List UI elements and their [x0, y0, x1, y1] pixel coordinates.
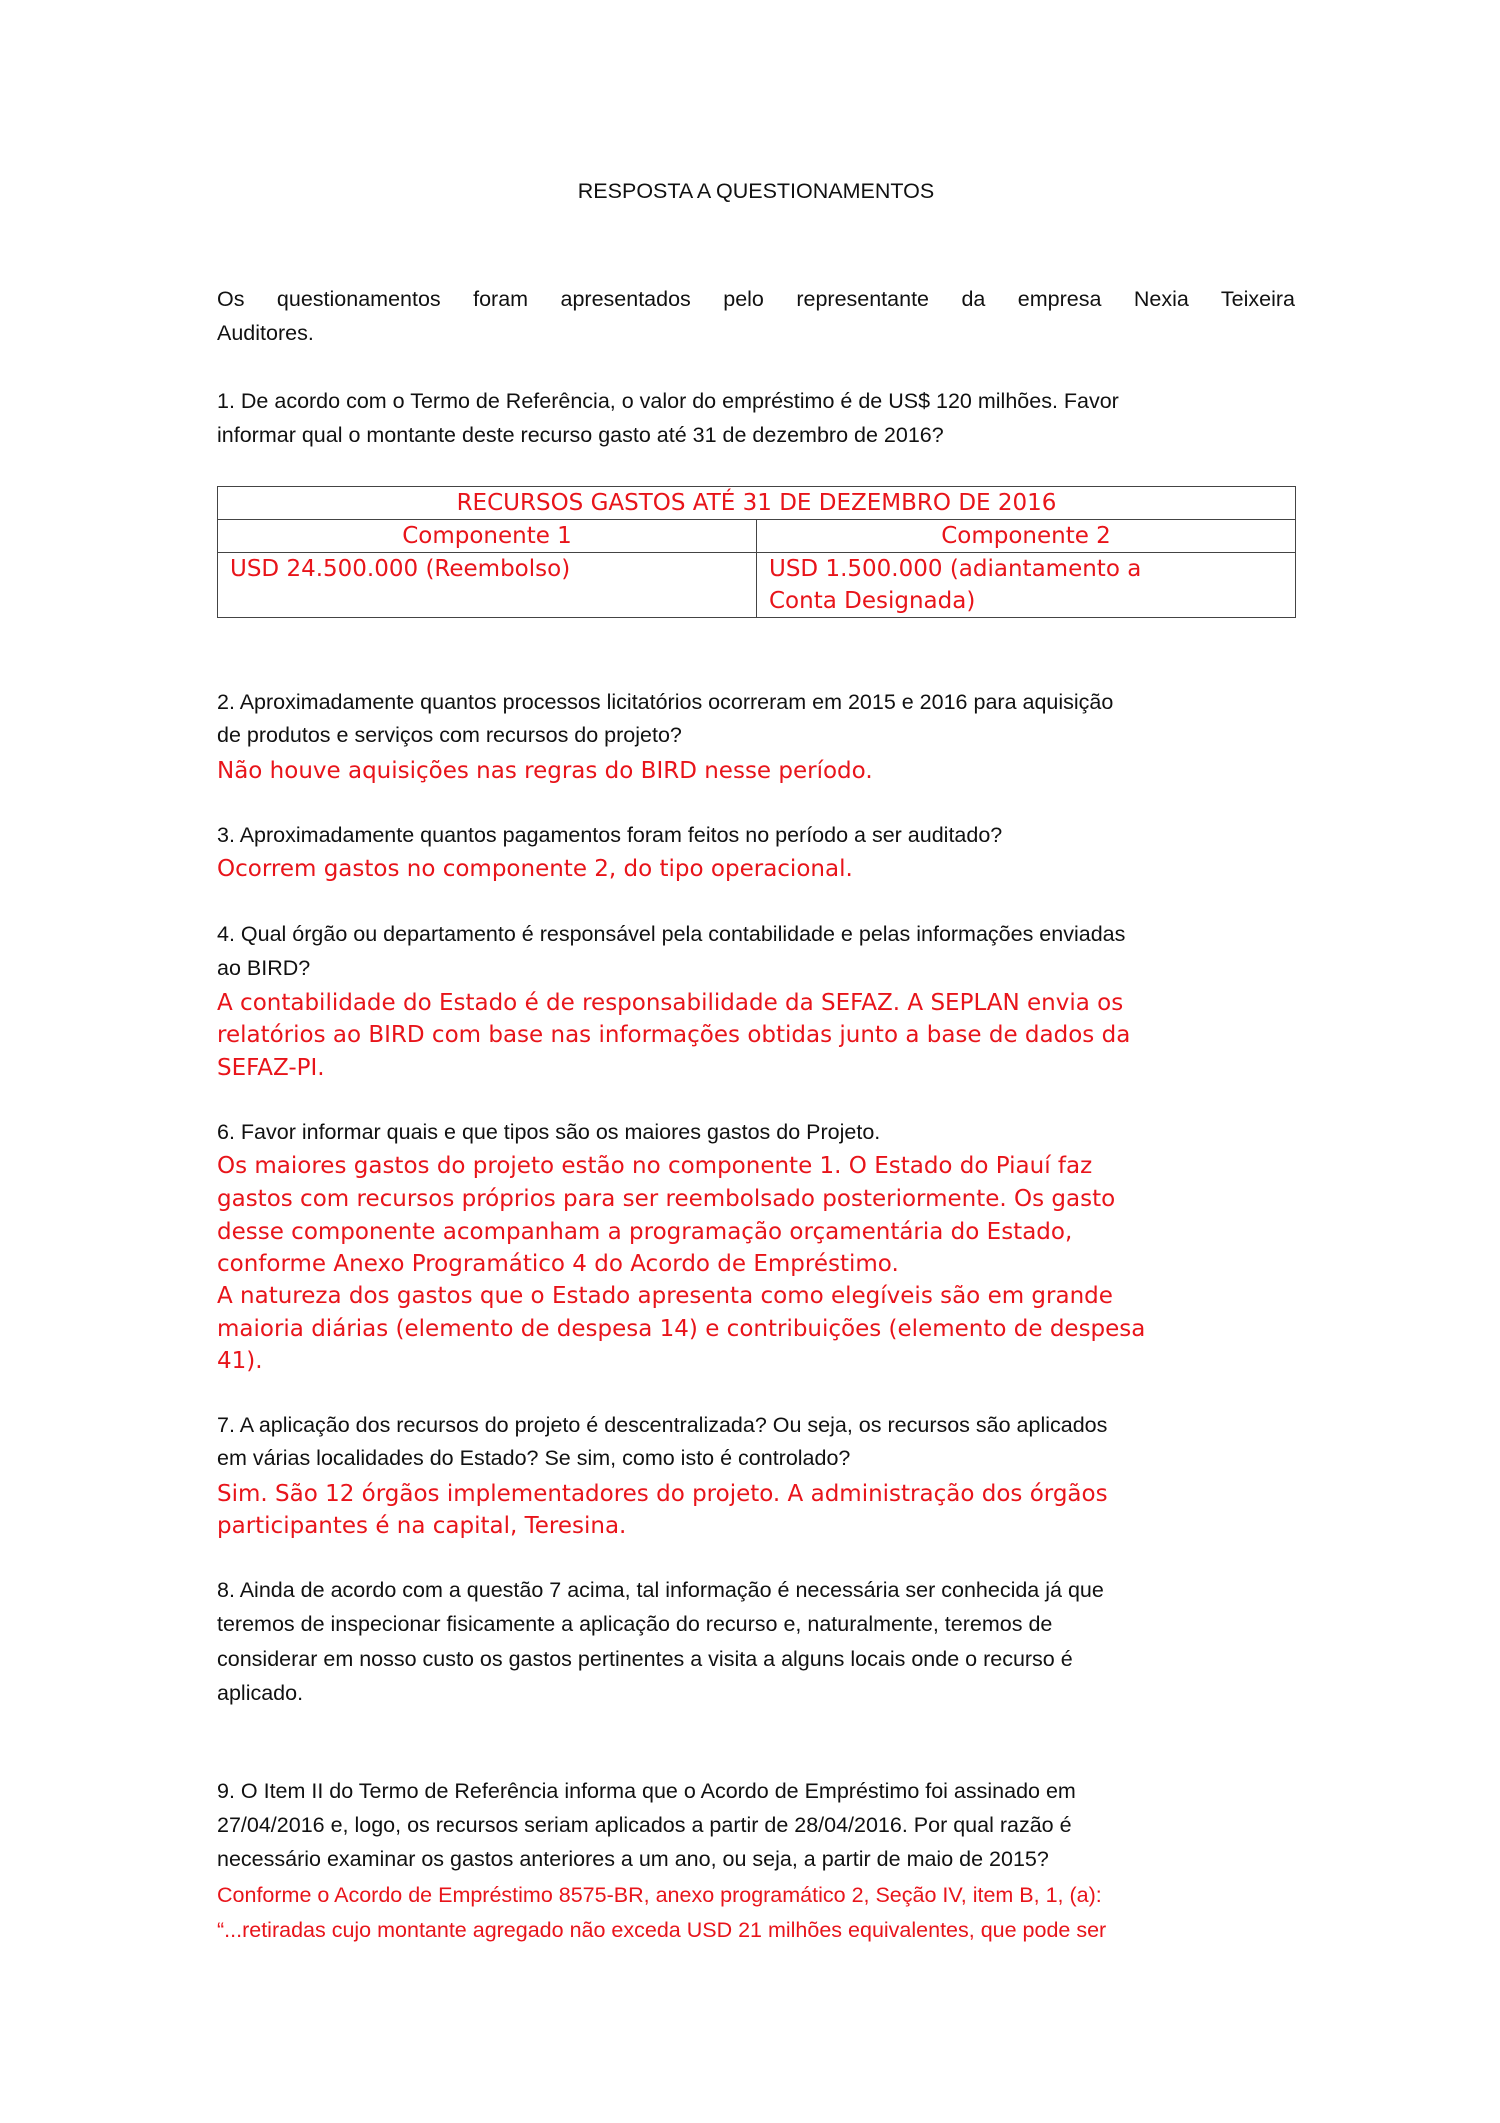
question-text-line: 3. Aproximadamente quantos pagamentos foram feitos no período a ser auditado?: [217, 823, 1003, 847]
question-text-line: 8. Ainda de acordo com a questão 7 acima, tal informação é necessária ser conhecida já que: [217, 1578, 1104, 1602]
table-row: [218, 553, 1296, 618]
table-header-row: [218, 487, 1296, 520]
answer-text-line: A natureza dos gastos que o Estado apresenta como elegíveis são em grande: [217, 1283, 1113, 1309]
cell-value: USD 1.500.000 (adiantamento a: [769, 556, 1142, 582]
question-text-line: 2. Aproximadamente quantos processos licitatórios ocorreram em 2015 e 2016 para aquisição: [217, 690, 1114, 714]
question-text-line: informar qual o montante deste recurso gasto até 31 de dezembro de 2016?: [217, 423, 944, 447]
answer-text-line: maioria diárias (elemento de despesa 14) e contribuições (elemento de despesa: [217, 1316, 1146, 1342]
table-header: RECURSOS GASTOS ATÉ 31 DE DEZEMBRO DE 2016: [218, 487, 1296, 520]
answer-text-line: conforme Anexo Programático 4 do Acordo de Empréstimo.: [217, 1251, 899, 1277]
question-text-line: teremos de inspecionar fisicamente a aplicação do recurso e, naturalmente, teremos de: [217, 1612, 1053, 1636]
question-text-line: Os questionamentos foram apresentados pelo representante da empresa Nexia Teixeira: [217, 287, 1295, 311]
cell-value: Conta Designada): [769, 588, 976, 614]
question-text-line: considerar em nosso custo os gastos pertinentes a visita a alguns locais onde o recurso é: [217, 1647, 1073, 1671]
table-row: [218, 520, 1296, 553]
cell-value: USD 24.500.000 (Reembolso): [230, 556, 571, 582]
answer-text-line: A contabilidade do Estado é de responsabilidade da SEFAZ. A SEPLAN envia os: [217, 990, 1124, 1016]
question-text-line: em várias localidades do Estado? Se sim, como isto é controlado?: [217, 1446, 851, 1470]
answer-text-line: Não houve aquisições nas regras do BIRD nesse período.: [217, 758, 873, 784]
question-text-line: 6. Favor informar quais e que tipos são os maiores gastos do Projeto.: [217, 1120, 881, 1144]
answer-text-line: gastos com recursos próprios para ser reembolsado posteriormente. Os gasto: [217, 1186, 1116, 1212]
answer-text-line: 41).: [217, 1348, 263, 1374]
page-title: RESPOSTA A QUESTIONAMENTOS: [577, 179, 935, 203]
question-text-line: 1. De acordo com o Termo de Referência, o valor do empréstimo é de US$ 120 milhões. Favor: [217, 389, 1119, 413]
question-text-line: ao BIRD?: [217, 956, 311, 980]
question-text-line: aplicado.: [217, 1681, 304, 1705]
table-col-component-2: Componente 2: [757, 520, 1296, 553]
table-col-component-1: Componente 1: [218, 520, 757, 553]
answer-text-line: Conforme o Acordo de Empréstimo 8575-BR, anexo programático 2, Seção IV, item B, 1, (a):: [217, 1883, 1102, 1907]
table-cell-component-2: [757, 553, 1296, 618]
table-cell-component-1: [218, 553, 757, 618]
question-text-line: 9. O Item II do Termo de Referência informa que o Acordo de Empréstimo foi assinado em: [217, 1779, 1076, 1803]
answer-text-line: participantes é na capital, Teresina.: [217, 1513, 627, 1539]
question-text-line: necessário examinar os gastos anteriores a um ano, ou seja, a partir de maio de 2015?: [217, 1847, 1049, 1871]
answer-text-line: desse componente acompanham a programação orçamentária do Estado,: [217, 1219, 1073, 1245]
answer-text-line: relatórios ao BIRD com base nas informações obtidas junto a base de dados da: [217, 1022, 1131, 1048]
expenses-table: [217, 486, 1296, 618]
answer-text-line: Ocorrem gastos no componente 2, do tipo operacional.: [217, 856, 853, 882]
answer-text-line: Sim. São 12 órgãos implementadores do projeto. A administração dos órgãos: [217, 1481, 1108, 1507]
question-text-line: 27/04/2016 e, logo, os recursos seriam aplicados a partir de 28/04/2016. Por qual razão é: [217, 1813, 1072, 1837]
question-text-line: Auditores.: [217, 321, 314, 345]
question-text-line: 4. Qual órgão ou departamento é responsável pela contabilidade e pelas informações enviadas: [217, 922, 1126, 946]
answer-text-line: SEFAZ-PI.: [217, 1055, 325, 1081]
question-text-line: de produtos e serviços com recursos do projeto?: [217, 723, 682, 747]
answer-text-line: Os maiores gastos do projeto estão no componente 1. O Estado do Piauí faz: [217, 1153, 1093, 1179]
answer-text-line: “...retiradas cujo montante agregado não exceda USD 21 milhões equivalentes, que pode ser: [217, 1918, 1107, 1942]
question-text-line: 7. A aplicação dos recursos do projeto é descentralizada? Ou seja, os recursos são aplicados: [217, 1413, 1108, 1437]
